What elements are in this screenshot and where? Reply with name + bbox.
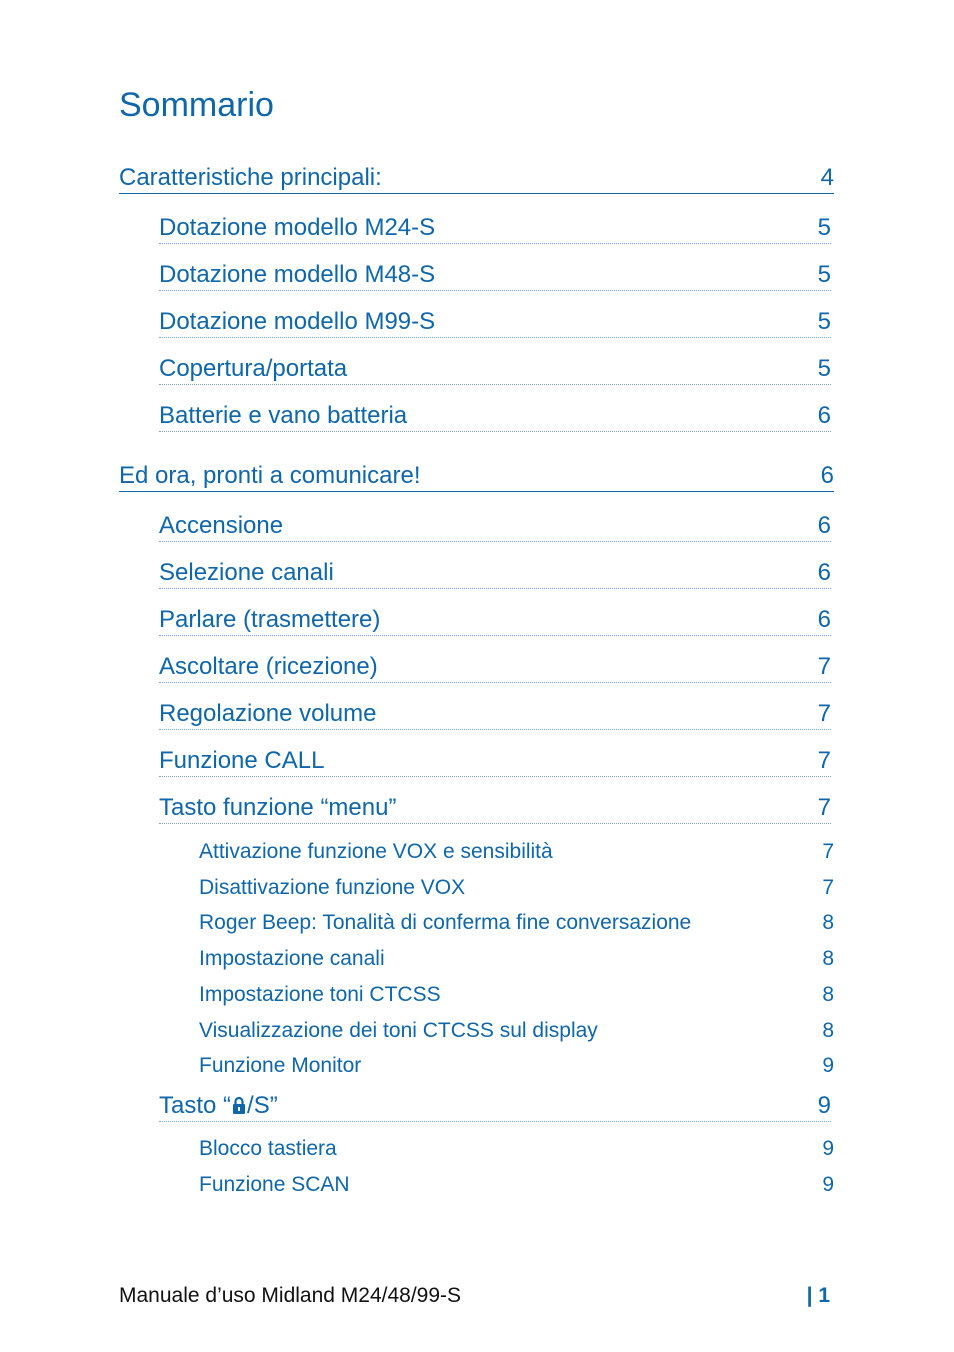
toc-entry-page: 7 xyxy=(817,700,831,727)
toc-entry-dotazione-m48[interactable] xyxy=(159,261,831,291)
toc-entry-page: 7 xyxy=(817,653,831,680)
toc-entry-page: 9 xyxy=(822,1137,834,1160)
toc-entry-text: Parlare (trasmettere) xyxy=(159,606,381,633)
toc-entry-page: 6 xyxy=(817,559,831,586)
toc-entry-page: 6 xyxy=(817,402,831,429)
toc-entry-page: 8 xyxy=(822,911,834,934)
toc-entry-parlare[interactable] xyxy=(159,606,831,636)
toc-entry-funzione-scan[interactable] xyxy=(199,1172,834,1198)
toc-entry-impostazione-canali[interactable] xyxy=(199,946,834,972)
toc-entry-text: Regolazione volume xyxy=(159,700,377,727)
toc-entry-disattivazione-vox[interactable] xyxy=(199,875,834,901)
toc-entry-batterie[interactable] xyxy=(159,402,831,432)
toc-entry-text: Dotazione modello M48-S xyxy=(159,261,436,288)
toc-entry-page: 6 xyxy=(820,462,834,489)
toc-entry-page: 5 xyxy=(817,261,831,288)
toc-entry-funzione-monitor[interactable] xyxy=(199,1053,834,1079)
toc-entry-page: 7 xyxy=(817,794,831,821)
toc-entry-text: Funzione CALL xyxy=(159,747,325,774)
toc-entry-page: 5 xyxy=(817,308,831,335)
toc-entry-text: Ascoltare (ricezione) xyxy=(159,653,378,680)
toc-entry-page: 7 xyxy=(822,876,834,899)
toc-entry-text: Visualizzazione dei toni CTCSS sul display xyxy=(199,1019,598,1042)
toc-entry-funzione-call[interactable] xyxy=(159,747,831,777)
toc-entry-page: 9 xyxy=(817,1092,831,1119)
toc-entry-dotazione-m24[interactable] xyxy=(159,214,831,244)
footer-title: Manuale d’uso Midland M24/48/99-S xyxy=(119,1284,462,1307)
toc-entry-copertura[interactable] xyxy=(159,355,831,385)
toc-entry-text: Ed ora, pronti a comunicare! xyxy=(119,462,421,489)
footer-page-number: | 1 xyxy=(806,1284,830,1307)
toc-entry-selezione-canali[interactable] xyxy=(159,559,831,589)
toc-entry-page: 8 xyxy=(822,947,834,970)
toc-entry-page: 8 xyxy=(822,983,834,1006)
toc-entry-page: 7 xyxy=(822,840,834,863)
toc-entry-blocco-tastiera[interactable] xyxy=(199,1136,834,1162)
toc-entry-text xyxy=(159,1092,818,1121)
toc-entry-text: Impostazione toni CTCSS xyxy=(199,983,441,1006)
toc-entry-roger-beep[interactable] xyxy=(199,910,834,936)
toc-entry-text-before: Tasto “ xyxy=(159,1092,232,1119)
toc-entry-text: Attivazione funzione VOX e sensibilità xyxy=(199,840,553,863)
toc-entry-page: 9 xyxy=(822,1173,834,1196)
toc-entry-text: Impostazione canali xyxy=(199,947,385,970)
toc-entry-tasto-menu[interactable] xyxy=(159,794,831,824)
toc-entry-text: Caratteristiche principali: xyxy=(119,164,382,191)
toc-entry-regolazione-volume[interactable] xyxy=(159,700,831,730)
toc-entry-tasto-lock[interactable] xyxy=(159,1092,831,1122)
toc-entry-ascoltare[interactable] xyxy=(159,653,831,683)
toc-entry-page: 4 xyxy=(820,164,834,191)
toc-entry-text: Dotazione modello M24-S xyxy=(159,214,436,241)
page-title: Sommario xyxy=(119,86,274,124)
toc-entry-text: Funzione Monitor xyxy=(199,1054,362,1077)
toc-entry-caratteristiche[interactable] xyxy=(119,164,834,194)
toc-entry-text: Blocco tastiera xyxy=(199,1137,337,1160)
toc-entry-page: 7 xyxy=(817,747,831,774)
toc-entry-impostazione-ctcss[interactable] xyxy=(199,982,834,1008)
lock-icon xyxy=(232,1096,246,1115)
toc-entry-text: Dotazione modello M99-S xyxy=(159,308,436,335)
toc-entry-dotazione-m99[interactable] xyxy=(159,308,831,338)
toc-entry-page: 9 xyxy=(822,1054,834,1077)
toc-entry-text: Copertura/portata xyxy=(159,355,348,382)
toc-entry-accensione[interactable] xyxy=(159,512,831,542)
toc-entry-text: Roger Beep: Tonalità di conferma fine conversazione xyxy=(199,911,692,934)
toc-entry-pronti[interactable] xyxy=(119,462,834,492)
toc-entry-page: 6 xyxy=(817,512,831,539)
toc-entry-text: Batterie e vano batteria xyxy=(159,402,408,429)
toc-entry-text: Selezione canali xyxy=(159,559,334,586)
toc-entry-visualizzazione-ctcss[interactable] xyxy=(199,1018,834,1044)
toc-entry-text-after: /S” xyxy=(247,1092,278,1119)
toc-entry-text: Funzione SCAN xyxy=(199,1173,350,1196)
toc-entry-attivazione-vox[interactable] xyxy=(199,839,834,865)
toc-entry-text: Disattivazione funzione VOX xyxy=(199,876,466,899)
toc-entry-text: Accensione xyxy=(159,512,284,539)
toc-entry-page: 5 xyxy=(817,355,831,382)
toc-entry-page: 8 xyxy=(822,1019,834,1042)
toc-entry-page: 6 xyxy=(817,606,831,633)
toc-entry-page: 5 xyxy=(817,214,831,241)
toc-entry-text: Tasto funzione “menu” xyxy=(159,794,397,821)
